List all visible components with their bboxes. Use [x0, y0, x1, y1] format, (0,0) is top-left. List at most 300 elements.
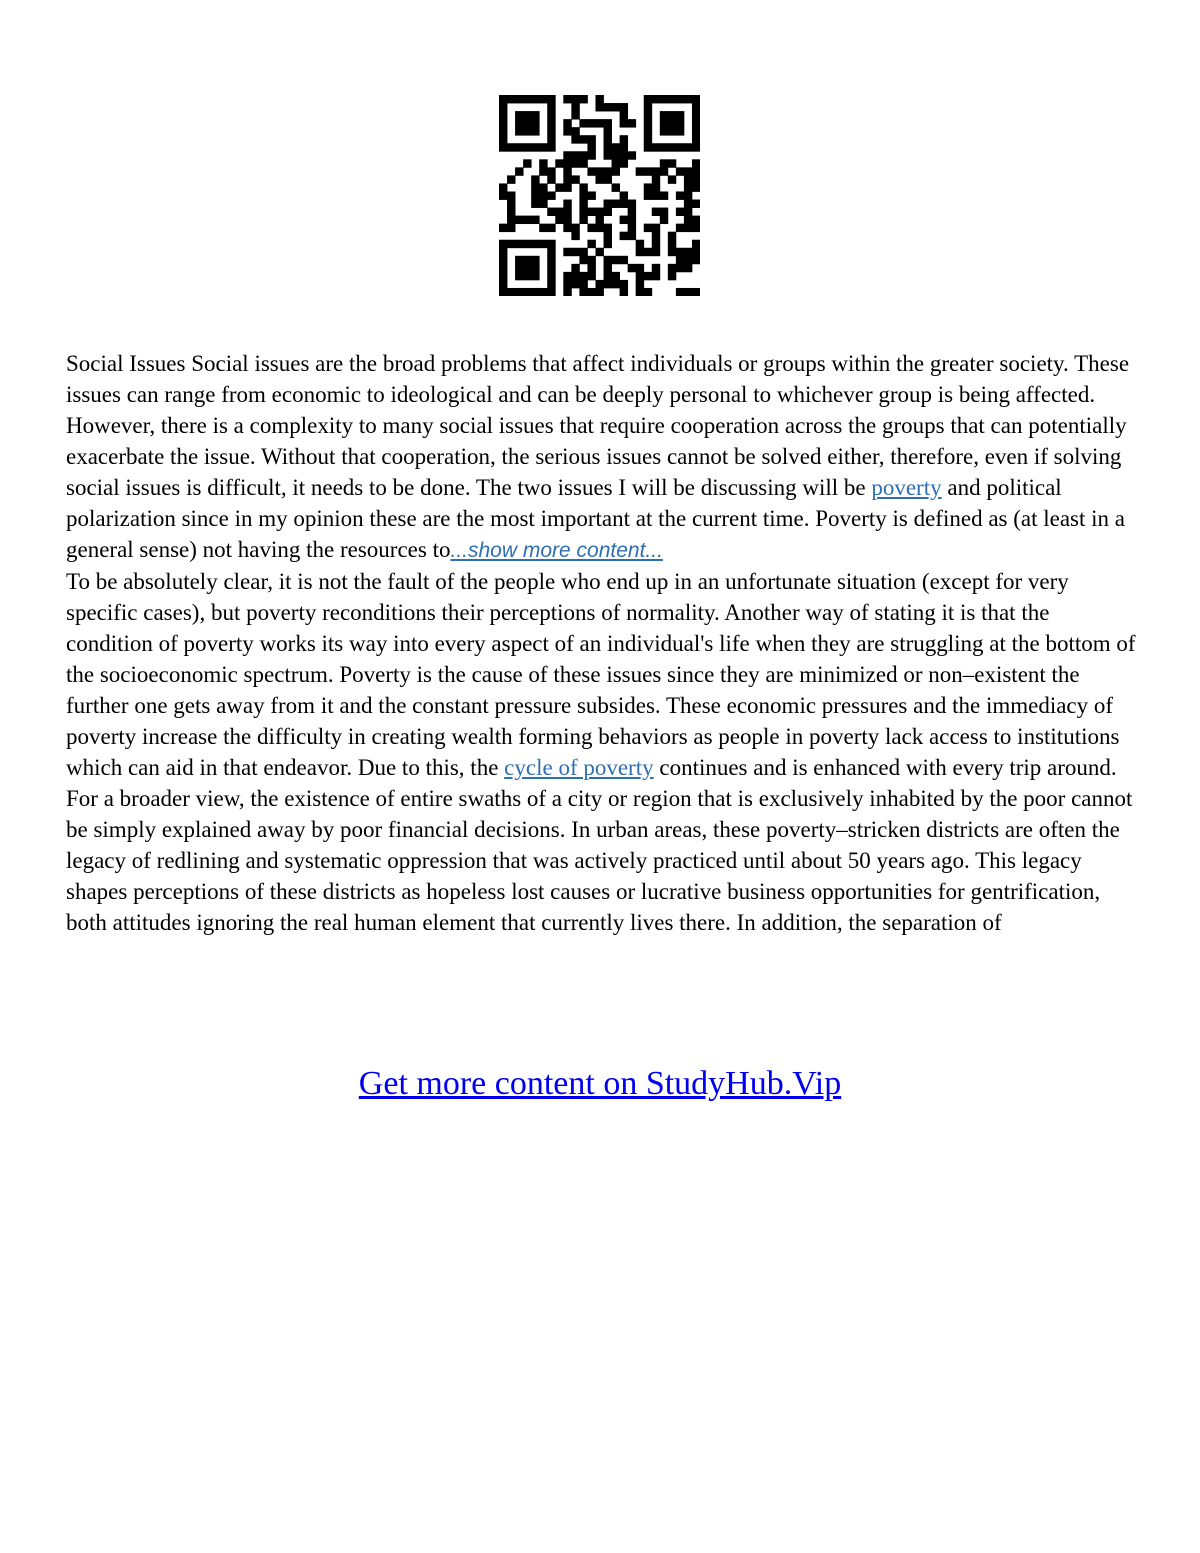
qr-module	[660, 191, 668, 199]
qr-module	[531, 119, 539, 127]
qr-module	[555, 183, 563, 191]
qr-module	[595, 167, 603, 175]
qr-module	[523, 240, 531, 248]
qr-module	[692, 119, 700, 127]
qr-module	[515, 216, 523, 224]
qr-module	[652, 232, 660, 240]
qr-module	[587, 151, 595, 159]
qr-module	[547, 119, 555, 127]
qr-module	[555, 159, 563, 167]
qr-module	[644, 103, 652, 111]
qr-module	[644, 288, 652, 296]
qr-module	[676, 95, 684, 103]
qr-module	[499, 224, 507, 232]
qr-module	[531, 143, 539, 151]
qr-module	[692, 248, 700, 256]
paragraph-1	[66, 348, 1141, 566]
poverty-link[interactable]: poverty	[871, 475, 942, 500]
qr-module	[684, 191, 692, 199]
qr-module	[620, 151, 628, 159]
qr-module	[612, 167, 620, 175]
qr-module	[587, 240, 595, 248]
qr-module	[555, 216, 563, 224]
qr-module	[499, 272, 507, 280]
qr-module	[507, 208, 515, 216]
qr-module	[595, 119, 603, 127]
qr-module	[563, 280, 571, 288]
qr-module	[571, 95, 579, 103]
qr-module	[579, 272, 587, 280]
qr-module	[644, 143, 652, 151]
qr-module	[595, 248, 603, 256]
qr-module	[571, 264, 579, 272]
qr-module	[587, 264, 595, 272]
qr-module	[547, 240, 555, 248]
qr-module	[692, 288, 700, 296]
qr-module	[523, 119, 531, 127]
qr-module	[620, 232, 628, 240]
qr-module	[515, 143, 523, 151]
qr-module	[507, 200, 515, 208]
qr-module	[612, 183, 620, 191]
footer	[0, 1063, 1200, 1105]
qr-module	[571, 280, 579, 288]
qr-module	[587, 224, 595, 232]
qr-module	[523, 256, 531, 264]
qr-module	[587, 288, 595, 296]
qr-module	[620, 288, 628, 296]
qr-module	[676, 248, 684, 256]
qr-module	[531, 256, 539, 264]
qr-module	[523, 143, 531, 151]
qr-module	[555, 208, 563, 216]
qr-module	[620, 119, 628, 127]
qr-module	[539, 159, 547, 167]
qr-module	[515, 119, 523, 127]
qr-module	[644, 183, 652, 191]
qr-module	[523, 272, 531, 280]
qr-module	[628, 151, 636, 159]
qr-module	[531, 175, 539, 183]
qr-module	[620, 280, 628, 288]
qr-module	[571, 232, 579, 240]
qr-module	[499, 135, 507, 143]
qr-module	[515, 256, 523, 264]
qr-module	[684, 256, 692, 264]
qr-module	[628, 119, 636, 127]
qr-module	[692, 183, 700, 191]
qr-module	[547, 127, 555, 135]
qr-module	[507, 224, 515, 232]
qr-module	[692, 111, 700, 119]
qr-module	[587, 167, 595, 175]
qr-module	[676, 224, 684, 232]
qr-module	[539, 183, 547, 191]
qr-module	[515, 127, 523, 135]
qr-module	[595, 280, 603, 288]
qr-module	[612, 256, 620, 264]
qr-module	[628, 264, 636, 272]
qr-module	[684, 264, 692, 272]
qr-module	[652, 183, 660, 191]
qr-module	[515, 264, 523, 272]
qr-module	[579, 200, 587, 208]
qr-module	[668, 159, 676, 167]
qr-module	[604, 240, 612, 248]
qr-module	[523, 111, 531, 119]
qr-module	[620, 216, 628, 224]
qr-module	[676, 288, 684, 296]
qr-module	[644, 167, 652, 175]
qr-module	[547, 288, 555, 296]
qr-module	[660, 111, 668, 119]
qr-module	[579, 183, 587, 191]
qr-module	[499, 191, 507, 199]
qr-module	[595, 208, 603, 216]
qr-module	[668, 240, 676, 248]
qr-module	[692, 200, 700, 208]
qr-module	[660, 167, 668, 175]
qr-module	[612, 103, 620, 111]
qr-module	[644, 111, 652, 119]
qr-module	[579, 256, 587, 264]
qr-module	[539, 167, 547, 175]
qr-module	[539, 95, 547, 103]
qr-module	[652, 191, 660, 199]
cycle-of-poverty-link[interactable]: cycle of poverty	[504, 755, 654, 780]
qr-module	[612, 272, 620, 280]
qr-module	[547, 191, 555, 199]
qr-module	[620, 111, 628, 119]
qr-module	[507, 95, 515, 103]
qr-module	[563, 95, 571, 103]
qr-module	[539, 191, 547, 199]
qr-module	[595, 95, 603, 103]
qr-module	[563, 119, 571, 127]
qr-module	[668, 272, 676, 280]
qr-module	[531, 264, 539, 272]
qr-module	[692, 159, 700, 167]
qr-module	[692, 95, 700, 103]
qr-module	[692, 256, 700, 264]
qr-module	[547, 248, 555, 256]
qr-module	[595, 103, 603, 111]
paragraph-2	[66, 566, 1141, 938]
qr-module	[692, 240, 700, 248]
qr-module	[531, 183, 539, 191]
qr-module	[604, 256, 612, 264]
qr-module	[676, 264, 684, 272]
qr-module	[507, 240, 515, 248]
qr-module	[563, 175, 571, 183]
qr-module	[684, 200, 692, 208]
qr-module	[499, 240, 507, 248]
qr-module	[563, 224, 571, 232]
paragraph-2-start: To be absolutely clear, it is not the fault of the people who end up in an unfortunate situation (except for very specific cases), but poverty reconditions their perceptions of normality. Another way of stating it is that the condition of poverty works its way into every aspect of an individual's life when they are struggling at the bottom of the socioeconomic spectrum. Poverty is the cause of these issues since they are minimized or non–existent the further one gets away from it and the constant pressure subsides. These economic pressures and the immediacy of poverty increase the difficulty in creating wealth forming behaviors as people in poverty lack access to institutions which can aid in that endeavor. Due to this, the	[66, 569, 1136, 780]
qr-module	[644, 224, 652, 232]
qr-module	[563, 272, 571, 280]
qr-module	[652, 248, 660, 256]
qr-module	[620, 200, 628, 208]
qr-module	[547, 135, 555, 143]
qr-module	[539, 224, 547, 232]
qr-code-graphic	[499, 95, 700, 296]
qr-module	[604, 151, 612, 159]
qr-module	[676, 111, 684, 119]
qr-module	[612, 200, 620, 208]
qr-module	[547, 143, 555, 151]
qr-code-icon	[499, 95, 700, 296]
qr-module	[644, 272, 652, 280]
qr-module	[579, 280, 587, 288]
qr-module	[620, 159, 628, 167]
qr-module	[652, 175, 660, 183]
qr-module	[523, 95, 531, 103]
qr-module	[579, 248, 587, 256]
qr-module	[587, 143, 595, 151]
qr-module	[604, 119, 612, 127]
qr-module	[563, 200, 571, 208]
qr-module	[499, 264, 507, 272]
qr-module	[579, 216, 587, 224]
qr-module	[531, 95, 539, 103]
qr-module	[499, 183, 507, 191]
qr-module	[636, 288, 644, 296]
qr-module	[660, 95, 668, 103]
qr-module	[684, 143, 692, 151]
qr-module	[604, 167, 612, 175]
qr-module	[499, 111, 507, 119]
qr-module	[579, 288, 587, 296]
qr-module	[507, 216, 515, 224]
qr-module	[579, 151, 587, 159]
qr-module	[499, 256, 507, 264]
qr-module	[563, 167, 571, 175]
qr-module	[628, 208, 636, 216]
qr-module	[684, 167, 692, 175]
qr-module	[652, 240, 660, 248]
qr-module	[692, 103, 700, 111]
qr-module	[684, 288, 692, 296]
qr-module	[660, 159, 668, 167]
qr-module	[587, 272, 595, 280]
qr-module	[539, 200, 547, 208]
qr-module	[652, 95, 660, 103]
qr-module	[668, 95, 676, 103]
qr-module	[612, 280, 620, 288]
qr-module	[628, 224, 636, 232]
qr-module	[571, 151, 579, 159]
qr-module	[668, 143, 676, 151]
qr-module	[499, 103, 507, 111]
qr-module	[507, 288, 515, 296]
qr-module	[499, 280, 507, 288]
qr-module	[620, 135, 628, 143]
qr-module	[595, 224, 603, 232]
qr-module	[579, 119, 587, 127]
qr-module	[676, 143, 684, 151]
qr-module	[579, 159, 587, 167]
qr-module	[571, 103, 579, 111]
qr-module	[676, 208, 684, 216]
qr-module	[636, 240, 644, 248]
qr-module	[571, 127, 579, 135]
qr-module	[595, 175, 603, 183]
qr-module	[604, 175, 612, 183]
qr-module	[620, 256, 628, 264]
qr-module	[547, 208, 555, 216]
qr-module	[547, 224, 555, 232]
qr-module	[531, 240, 539, 248]
qr-module	[604, 232, 612, 240]
qr-module	[571, 272, 579, 280]
qr-module	[523, 127, 531, 135]
qr-module	[628, 232, 636, 240]
qr-module	[604, 264, 612, 272]
qr-module	[692, 135, 700, 143]
qr-module	[587, 191, 595, 199]
qr-module	[660, 127, 668, 135]
qr-module	[531, 288, 539, 296]
qr-module	[531, 272, 539, 280]
qr-module	[660, 216, 668, 224]
qr-module	[547, 95, 555, 103]
qr-module	[676, 127, 684, 135]
qr-module	[595, 216, 603, 224]
qr-module	[668, 232, 676, 240]
show-more-link[interactable]: ...show more content...	[450, 539, 663, 562]
qr-module	[571, 175, 579, 183]
qr-module	[668, 264, 676, 272]
qr-module	[563, 208, 571, 216]
qr-module	[547, 280, 555, 288]
qr-module	[660, 119, 668, 127]
qr-module	[652, 143, 660, 151]
qr-module	[660, 143, 668, 151]
qr-module	[587, 135, 595, 143]
qr-module	[563, 183, 571, 191]
qr-module	[684, 208, 692, 216]
qr-module	[507, 175, 515, 183]
qr-module	[636, 264, 644, 272]
qr-module	[684, 216, 692, 224]
qr-module	[595, 288, 603, 296]
qr-module	[507, 191, 515, 199]
qr-module	[587, 119, 595, 127]
qr-module	[692, 224, 700, 232]
qr-module	[604, 224, 612, 232]
qr-module	[531, 216, 539, 224]
qr-module	[668, 248, 676, 256]
qr-module	[531, 200, 539, 208]
qr-module	[636, 167, 644, 175]
qr-module	[620, 143, 628, 151]
qr-module	[692, 216, 700, 224]
qr-module	[563, 288, 571, 296]
qr-module	[515, 240, 523, 248]
qr-module	[692, 127, 700, 135]
qr-module	[620, 103, 628, 111]
qr-module	[563, 127, 571, 135]
qr-module	[571, 135, 579, 143]
qr-module	[668, 127, 676, 135]
qr-module	[652, 208, 660, 216]
qr-module	[636, 272, 644, 280]
qr-module	[644, 135, 652, 143]
qr-module	[499, 127, 507, 135]
qr-module	[604, 135, 612, 143]
qr-module	[587, 256, 595, 264]
qr-module	[547, 256, 555, 264]
qr-module	[515, 167, 523, 175]
qr-module	[547, 167, 555, 175]
qr-module	[539, 143, 547, 151]
paragraph-1-middle: and political polarization since in my opinion these are the most important at the current time. Poverty is defined as (at least in a general sense) not having the resources to	[66, 475, 1125, 562]
qr-module	[652, 264, 660, 272]
qr-module	[668, 119, 676, 127]
qr-module	[571, 159, 579, 167]
qr-module	[523, 216, 531, 224]
qr-module	[692, 175, 700, 183]
qr-module	[692, 167, 700, 175]
qr-module	[668, 175, 676, 183]
qr-module	[515, 95, 523, 103]
qr-module	[539, 288, 547, 296]
qr-module	[507, 143, 515, 151]
qr-module	[668, 111, 676, 119]
qr-module	[499, 143, 507, 151]
qr-module	[547, 272, 555, 280]
qr-module	[636, 280, 644, 288]
qr-module	[652, 272, 660, 280]
qr-module	[523, 288, 531, 296]
qr-module	[684, 183, 692, 191]
qr-module	[579, 135, 587, 143]
qr-module	[684, 248, 692, 256]
qr-module	[499, 248, 507, 256]
studyhub-link[interactable]: Get more content on StudyHub.Vip	[358, 1065, 842, 1102]
qr-module	[676, 167, 684, 175]
qr-module	[644, 248, 652, 256]
qr-module	[628, 200, 636, 208]
qr-module	[571, 248, 579, 256]
qr-module	[612, 159, 620, 167]
qr-module	[571, 111, 579, 119]
qr-module	[539, 240, 547, 248]
qr-module	[563, 151, 571, 159]
qr-module	[547, 103, 555, 111]
qr-module	[644, 119, 652, 127]
qr-module	[612, 151, 620, 159]
qr-module	[499, 288, 507, 296]
qr-module	[547, 175, 555, 183]
qr-module	[604, 143, 612, 151]
qr-module	[644, 95, 652, 103]
qr-module	[523, 159, 531, 167]
qr-module	[515, 288, 523, 296]
qr-module	[612, 143, 620, 151]
qr-module	[563, 159, 571, 167]
qr-module	[604, 103, 612, 111]
qr-module	[652, 224, 660, 232]
qr-module	[676, 119, 684, 127]
qr-module	[579, 208, 587, 216]
qr-module	[604, 127, 612, 135]
qr-module	[660, 208, 668, 216]
qr-module	[531, 127, 539, 135]
qr-module	[523, 264, 531, 272]
qr-module	[499, 119, 507, 127]
